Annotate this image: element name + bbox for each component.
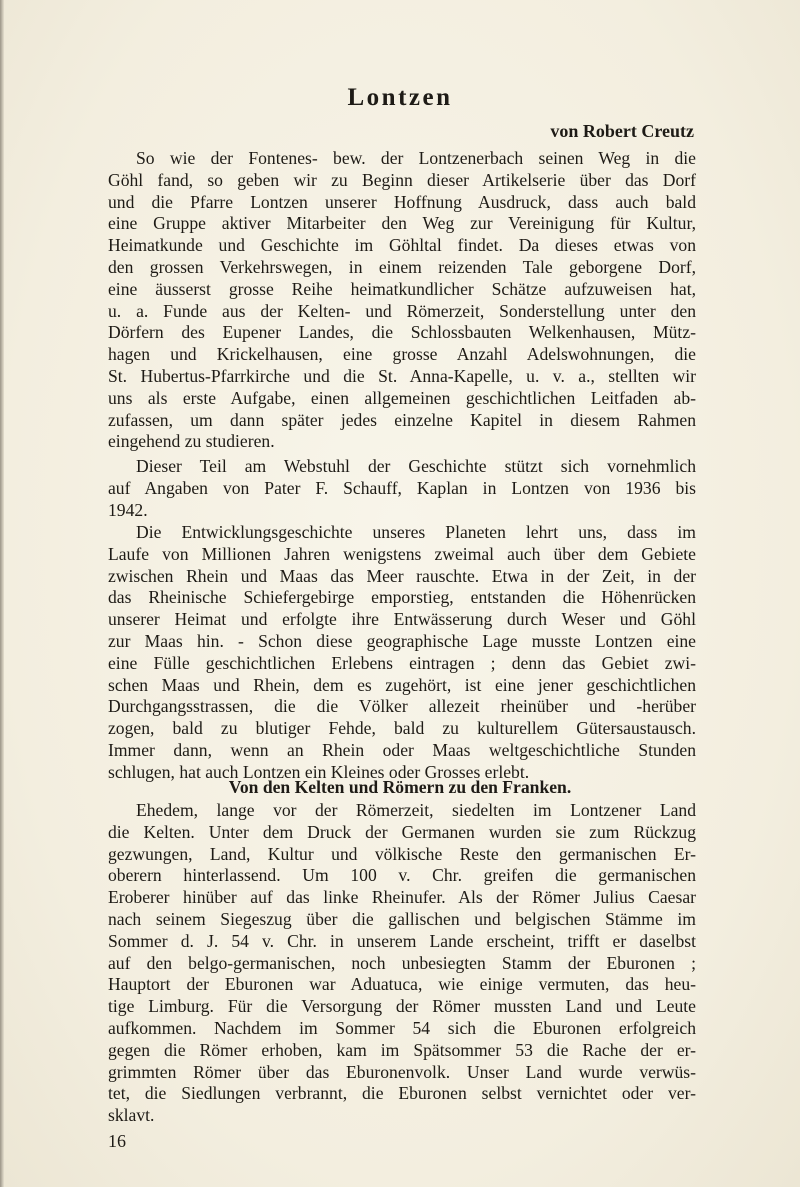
article-title: Lontzen — [347, 84, 453, 111]
body-paragraph-sources — [108, 456, 696, 521]
page-edge-shadow — [0, 0, 4, 1187]
body-paragraph-intro — [108, 148, 696, 453]
text-line: auf den belgo-germanischen, noch unbesiegten Stamm der Eburonen ; — [108, 952, 696, 973]
text-line: tige Limburg. Für die Versorgung der Römer mussten Land und Leute — [108, 996, 696, 1017]
text-line: eine Fülle geschichtlichen Erlebens eintragen ; denn das Gebiet zwi- — [108, 652, 696, 673]
section-heading: Von den Kelten und Römern zu den Franken. — [228, 777, 572, 797]
text-line: Ehedem, lange vor der Römerzeit, siedelten im Lontzener Land — [136, 800, 696, 820]
text-line: schlugen, hat auch Lontzen ein Kleines oder Grosses erlebt. — [108, 761, 530, 782]
text-line: zufassen, um dann später jedes einzelne Kapitel in diesem Rahmen — [108, 409, 696, 430]
body-paragraph-celts-romans — [108, 800, 696, 1127]
text-line: tet, die Siedlungen verbrannt, die Eburonen selbst vernichtet oder ver- — [108, 1083, 696, 1104]
text-line: u. a. Funde aus der Kelten- und Römerzeit, Sonderstellung unter den — [108, 300, 696, 321]
body-paragraph-geography — [108, 522, 696, 784]
text-line: Hauptort der Eburonen war Aduatuca, wie einige vermuten, das heu- — [108, 974, 696, 995]
text-line: Immer dann, wenn an Rhein oder Maas weltgeschichtliche Stunden — [108, 739, 696, 760]
text-line: eine Gruppe aktiver Mitarbeiter den Weg zur Vereinigung für Kultur, — [108, 213, 696, 234]
text-line: auf Angaben von Pater F. Schauff, Kaplan in Lontzen von 1936 bis — [108, 477, 696, 498]
text-line: das Rheinische Schiefergebirge emporstieg, entstanden die Höhenrücken — [108, 587, 696, 608]
text-line: Sommer d. J. 54 v. Chr. in unserem Lande erscheint, trifft er daselbst — [108, 930, 696, 951]
text-line: Laufe von Millionen Jahren wenigstens zweimal auch über dem Gebiete — [108, 543, 696, 564]
text-line: Göhl fand, so geben wir zu Beginn dieser Artikelserie über das Dorf — [108, 169, 696, 190]
text-line: oberern hinterlassend. Um 100 v. Chr. greifen die germanischen — [108, 865, 696, 886]
text-line: sklavt. — [108, 1105, 155, 1126]
text-line: und die Pfarre Lontzen unserer Hoffnung Ausdruck, dass auch bald — [108, 191, 696, 212]
text-line: den grossen Verkehrswegen, in einem reizenden Tale geborgene Dorf, — [108, 256, 696, 277]
text-line: uns als erste Aufgabe, einen allgemeinen geschichtlichen Leitfaden ab- — [108, 387, 696, 408]
text-line: zur Maas hin. - Schon diese geographische Lage musste Lontzen eine — [108, 630, 696, 651]
text-line: So wie der Fontenes- bew. der Lontzenerbach seinen Weg in die — [136, 148, 696, 168]
text-line: gezwungen, Land, Kultur und völkische Reste den germanischen Er- — [108, 843, 696, 864]
text-line: aufkommen. Nachdem im Sommer 54 sich die Eburonen erfolgreich — [108, 1017, 696, 1038]
text-line: Heimatkunde und Geschichte im Göhltal findet. Da dieses etwas von — [108, 235, 696, 256]
text-line: Durchgangsstrassen, die die Völker allezeit rheinüber und -herüber — [108, 696, 696, 717]
text-line: eine äusserst grosse Reihe heimatkundlicher Schätze aufzuweisen hat, — [108, 278, 696, 299]
text-line: eingehend zu studieren. — [108, 431, 275, 452]
text-line: die Kelten. Unter dem Druck der Germanen wurden sie zum Rückzug — [108, 821, 696, 842]
text-line: Dörfern des Eupener Landes, die Schlossbauten Welkenhausen, Mütz- — [108, 322, 696, 343]
text-line: Eroberer hinüber auf das linke Rheinufer. Als der Römer Julius Caesar — [108, 887, 696, 908]
page-number: 16 — [108, 1131, 126, 1151]
text-line: Dieser Teil am Webstuhl der Geschichte stützt sich vornehmlich — [136, 456, 696, 476]
text-line: nach seinem Siegeszug über die gallischen und belgischen Stämme im — [108, 908, 696, 929]
text-line: zwischen Rhein und Maas das Meer rauschte. Etwa in der Zeit, in der — [108, 565, 696, 586]
text-line: zogen, bald zu blutiger Fehde, bald zu kulturellem Gütersaustausch. — [108, 718, 696, 739]
text-line: hagen und Krickelhausen, eine grosse Anzahl Adelswohnungen, die — [108, 344, 696, 365]
article-author: von Robert Creutz — [550, 121, 694, 141]
text-line: grimmten Römer über das Eburonenvolk. Unser Land wurde verwüs- — [108, 1061, 696, 1082]
text-line: gegen die Römer erhoben, kam im Spätsommer 53 die Rache der er- — [108, 1039, 696, 1060]
text-line: schen Maas und Rhein, dem es zugehört, ist eine jener geschichtlichen — [108, 674, 696, 695]
text-line: St. Hubertus-Pfarrkirche und die St. Anna-Kapelle, u. v. a., stellten wir — [108, 365, 696, 386]
text-line: 1942. — [108, 499, 148, 520]
text-line: unserer Heimat und erfolgte ihre Entwässerung durch Weser und Göhl — [108, 609, 696, 630]
text-line: Die Entwicklungsgeschichte unseres Planeten lehrt uns, dass im — [136, 522, 696, 542]
